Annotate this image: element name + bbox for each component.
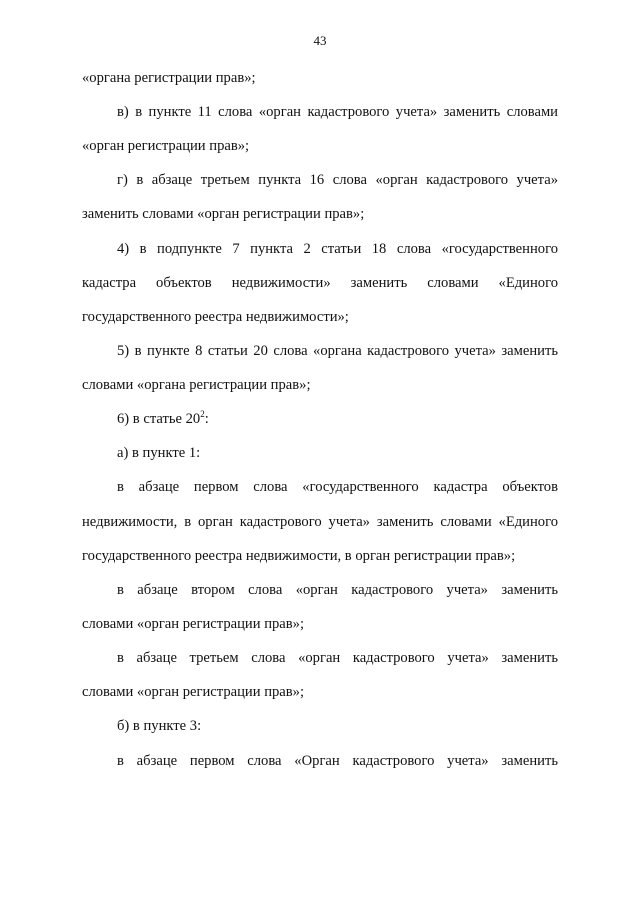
text-line: словами «орган регистрации прав»; (82, 684, 305, 700)
page-number: 43 (313, 33, 327, 48)
text-line: словами «орган регистрации прав»; (82, 616, 305, 632)
text-line: государственного реестра недвижимости»; (82, 309, 349, 325)
text-line: 5) в пункте 8 статьи 20 слова «органа кадастрового учета» заменить (117, 343, 558, 359)
text-line: в абзаце первом слова «государственного кадастра объектов (117, 479, 558, 495)
text-line: в абзаце третьем слова «орган кадастрового учета» заменить (117, 650, 558, 666)
text-line: г) в абзаце третьем пункта 16 слова «орган кадастрового учета» (117, 172, 558, 188)
article-heading (117, 410, 209, 428)
text-line: недвижимости, в орган кадастрового учета» заменить словами «Единого (82, 514, 558, 530)
text-line: государственного реестра недвижимости, в орган регистрации прав»; (82, 548, 516, 564)
text-line: в) в пункте 11 слова «орган кадастрового учета» заменить словами (117, 104, 558, 120)
text-line: «орган регистрации прав»; (82, 138, 250, 154)
text-line: 4) в подпункте 7 пункта 2 статьи 18 слова «государственного (117, 241, 558, 257)
text-line: в абзаце первом слова «Орган кадастрового учета» заменить (117, 753, 558, 769)
text-line: кадастра объектов недвижимости» заменить словами «Единого (82, 275, 558, 291)
article-heading-colon: : (204, 411, 209, 427)
text-line: а) в пункте 1: (117, 445, 201, 461)
article-superscript: 2 (200, 409, 205, 419)
text-line: заменить словами «орган регистрации прав»; (82, 206, 365, 222)
article-heading-text: 6) в статье 20 (117, 411, 201, 427)
text-line: словами «органа регистрации прав»; (82, 377, 311, 393)
text-line: в абзаце втором слова «орган кадастрового учета» заменить (117, 582, 558, 598)
text-line: «органа регистрации прав»; (82, 70, 256, 86)
text-line: б) в пункте 3: (117, 718, 202, 734)
